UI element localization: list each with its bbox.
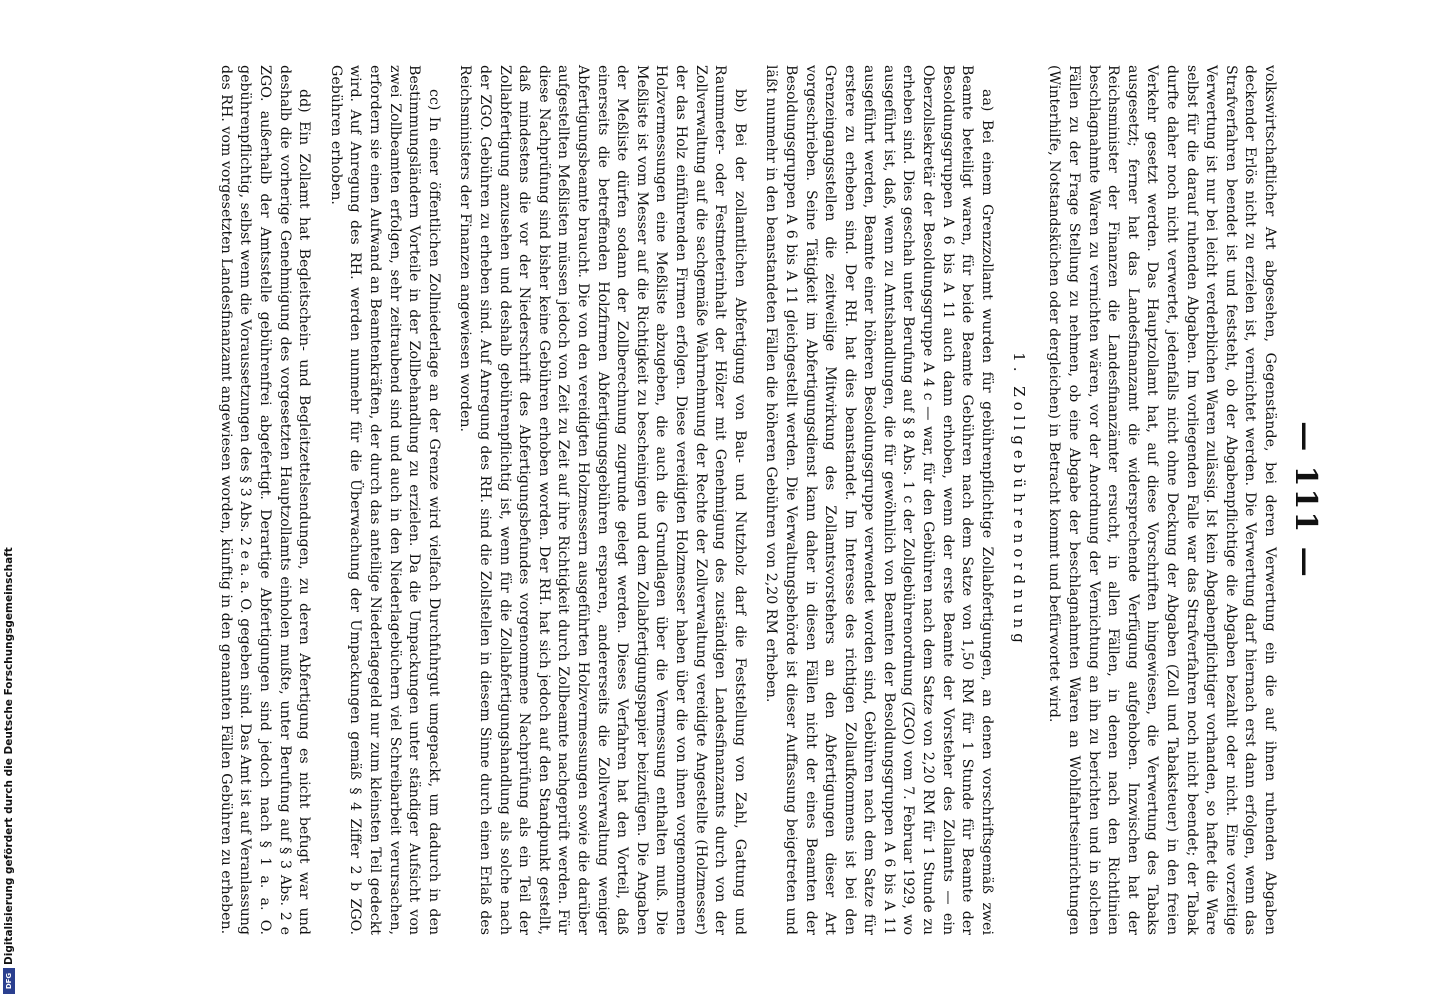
paragraph-cc: cc) In einer öffentlichen Zollniederlage an der Grenze wird vielfach Durchfuhrgut umgepackt, um dadurch in den Bestimmungsländern Vorteile in der Zollbehandlung zu erzielen. Da die Umpackungen unter ständiger Aufsicht von zwei Zollbeamten erfolgen, sehr zeitraubend sind und auch in den Niederlagebüchern viel Schreibarbeit verursachen, erfordern sie einen Aufwand an Beamtenkräften, der durch das anteilige Niederlagegeld nur zum kleinsten Teil gedeckt wird. Auf Anregung des RH. werden nunmehr für die Überwachung der Umpackungen gemäß § 4 Ziffer 2 b ZGO. Gebühren erhoben.	[327, 65, 442, 935]
dfg-logo-text: DFG	[5, 972, 13, 990]
dfg-logo	[3, 968, 15, 994]
section-heading: 1. Zollgebührenordnung	[1009, 352, 1028, 648]
page-number: — 111 —	[1288, 421, 1323, 579]
digitization-sidebar	[0, 0, 18, 1000]
paragraph-dd: dd) Ein Zollamt hat Begleitschein- und Begleitzettelsendungen, zu deren Abfertigung es nicht befugt war und deshalb die vorherige Genehmigung des vorgesetzten Hauptzollamts einholen mußte, unter Berufung auf § 3 Abs. 2 e ZGO. außerhalb der Amtsstelle gebührenfrei abgefertigt. Derartige Abfertigungen sind jedoch nach § 1 a. a. O. gebührenpflichtig, selbst wenn die Voraussetzungen des § 3 Abs. 2 e a. a. O. gegeben sind. Das Amt ist auf Veranlassung des RH. vom vorgesetzten Landesfinanzamt angewiesen worden, künftig in den genannten Fällen Gebühren zu erheben.	[217, 65, 313, 935]
paragraph-intro: volkswirtschaftlicher Art abgesehen, Gegenstände, bei deren Verwertung ein die auf ihnen ruhenden Abgaben deckender Erlös nicht zu erzielen ist, vernichtet werden. Die Verwertung darf hiernach erst dann erfolgen, wenn das Strafverfahren beendet ist und feststeht, ob der Abgabenpflichtige die Abgaben bezahlt oder nicht. Eine vorzeitige Verwertung ist nur bei leicht verderblichen Waren zulässig. Ist kein Abgabenpflichtiger vorhanden, so haftet die Ware selbst für die darauf ruhenden Abgaben. Im vorliegenden Falle war das Strafverfahren noch nicht beendet; der Tabak durfte daher noch nicht verwertet, jedenfalls nicht ohne Deckung der Abgaben (Zoll und Tabaksteuer) in den freien Verkehr gesetzt werden. Das Hauptzollamt hat, auf diese Vorschriften hingewiesen, die Verwertung des Tabaks ausgesetzt; ferner hat das Landesfinanzamt die widersprechende Verfügung aufgehoben. Inzwischen hat der Reichsminister der Finanzen die Landesfinanzämter ersucht, in allen Fällen, in denen nach den Richtlinien beschlagnahmte Waren zu vernichten wären, vor der Anordnung der Vernichtung an ihn zu berichten und in solchen Fällen zu der Frage Stellung zu nehmen, ob eine Abgabe der beschlagnahmten Waren an Wohlfahrtseinrichtungen (Winterhilfe, Notstandsküchen oder dergleichen) in Betracht kommt und befürwortet wird.	[1046, 65, 1278, 935]
paragraph-aa: aa) Bei einem Grenzzollamt wurden für gebührenpflichtige Zollabfertigungen, an denen vorschriftsgemäß zwei Beamte beteiligt waren, für beide Beamte Gebühren nach dem Satze von 1,50 RM für 1 Stunde für Beamte der Besoldungsgruppen A 6 bis A 11 auch dann erhoben, wenn der erste Beamte der Vorsteher des Zollamts — ein Oberzollsekretär der Besoldungsgruppe A 4 c — war, für den Gebühren nach dem Satze von 2,20 RM für 1 Stunde zu erheben sind. Dies geschah unter Berufung auf § 8 Abs. 1 c der Zollgebührenordnung (ZGO) vom 7. Februar 1929, wo ausgeführt ist, daß, wenn zu Amtshandlungen, die für gewöhnlich von Beamten der Besoldungsgruppen A 6 bis A 11 ausgeführt werden, Beamte einer höheren Besoldungsgruppe verwendet worden sind, Gebühren nach dem Satze für erstere zu erheben sind. Der RH. hat dies beanstandet. Im Interesse des richtigen Zollaufkommens ist bei den Grenzeingangsstellen die zeitweilige Mitwirkung des Zollamtsvorstehers an den Abfertigungen dieser Art vorgeschrieben. Seine Tätigkeit im Abfertigungsdienst kann daher in diesen Fällen nicht der eines Beamten der Besoldungsgruppen A 6 bis A 11 gleichgestellt werden. Die Verwaltungsbehörde ist dieser Auffassung beigetreten und läßt nunmehr in den beanstandeten Fällen die höheren Gebühren von 2,20 RM erheben.	[763, 65, 995, 935]
digitization-credit: Digitalisierung gefördert durch die Deutsche Forschungsgemeinschaft	[3, 547, 15, 965]
rotated-text-block	[135, 65, 1325, 935]
paragraph-bb: bb) Bei der zollamtlichen Abfertigung von Bau- und Nutzholz darf die Feststellung von Zahl, Gattung und Raummeter- oder Festmeterinhalt der Hölzer mit Genehmigung des zuständigen Landesfinanzamts durch von der Zollverwaltung auf die sachgemäße Wahrnehmung der Rechte der Zollverwaltung vereidigte Angestellte (Holzmesser) der das Holz einführenden Firmen erfolgen. Diese vereidigten Holzmesser haben über die von ihnen vorgenommenen Holzvermessungen eine Meßliste abzugeben, die auch die Grundlagen über die Vermessung enthalten muß. Die Meßliste ist vom Messer auf die Richtigkeit zu bescheinigen und dem Zollabfertigungspapier beizufügen. Die Angaben der Meßliste dürfen sodann der Zollberechnung zugrunde gelegt werden. Dieses Verfahren hat den Vorteil, daß einerseits die betreffenden Holzfirmen Abfertigungsgebühren ersparen, andererseits die Zollverwaltung weniger Abfertigungsbeamte braucht. Die von den vereidigten Holzmessern ausgeführten Holzvermessungen sowie die darüber aufgestellten Meßlisten müssen jedoch von Zeit zu Zeit auf ihre Richtigkeit durch Zollbeamte nachgeprüft werden. Für diese Nachprüfung sind bisher keine Gebühren erhoben worden. Der RH. hat sich jedoch auf den Standpunkt gestellt, daß mindestens die vor der Niederschrift des Abfertigungsbefundes vorgenommene Nachprüfung als ein Teil der Zollabfertigung anzusehen und deshalb gebührenpflichtig ist, wenn für die Zollabfertigungshandlung als solche nach der ZGO. Gebühren zu erheben sind. Auf Anregung des RH. sind die Zollstellen in diesem Sinne durch einen Erlaß des Reichsministers der Finanzen angewiesen worden.	[457, 65, 748, 935]
